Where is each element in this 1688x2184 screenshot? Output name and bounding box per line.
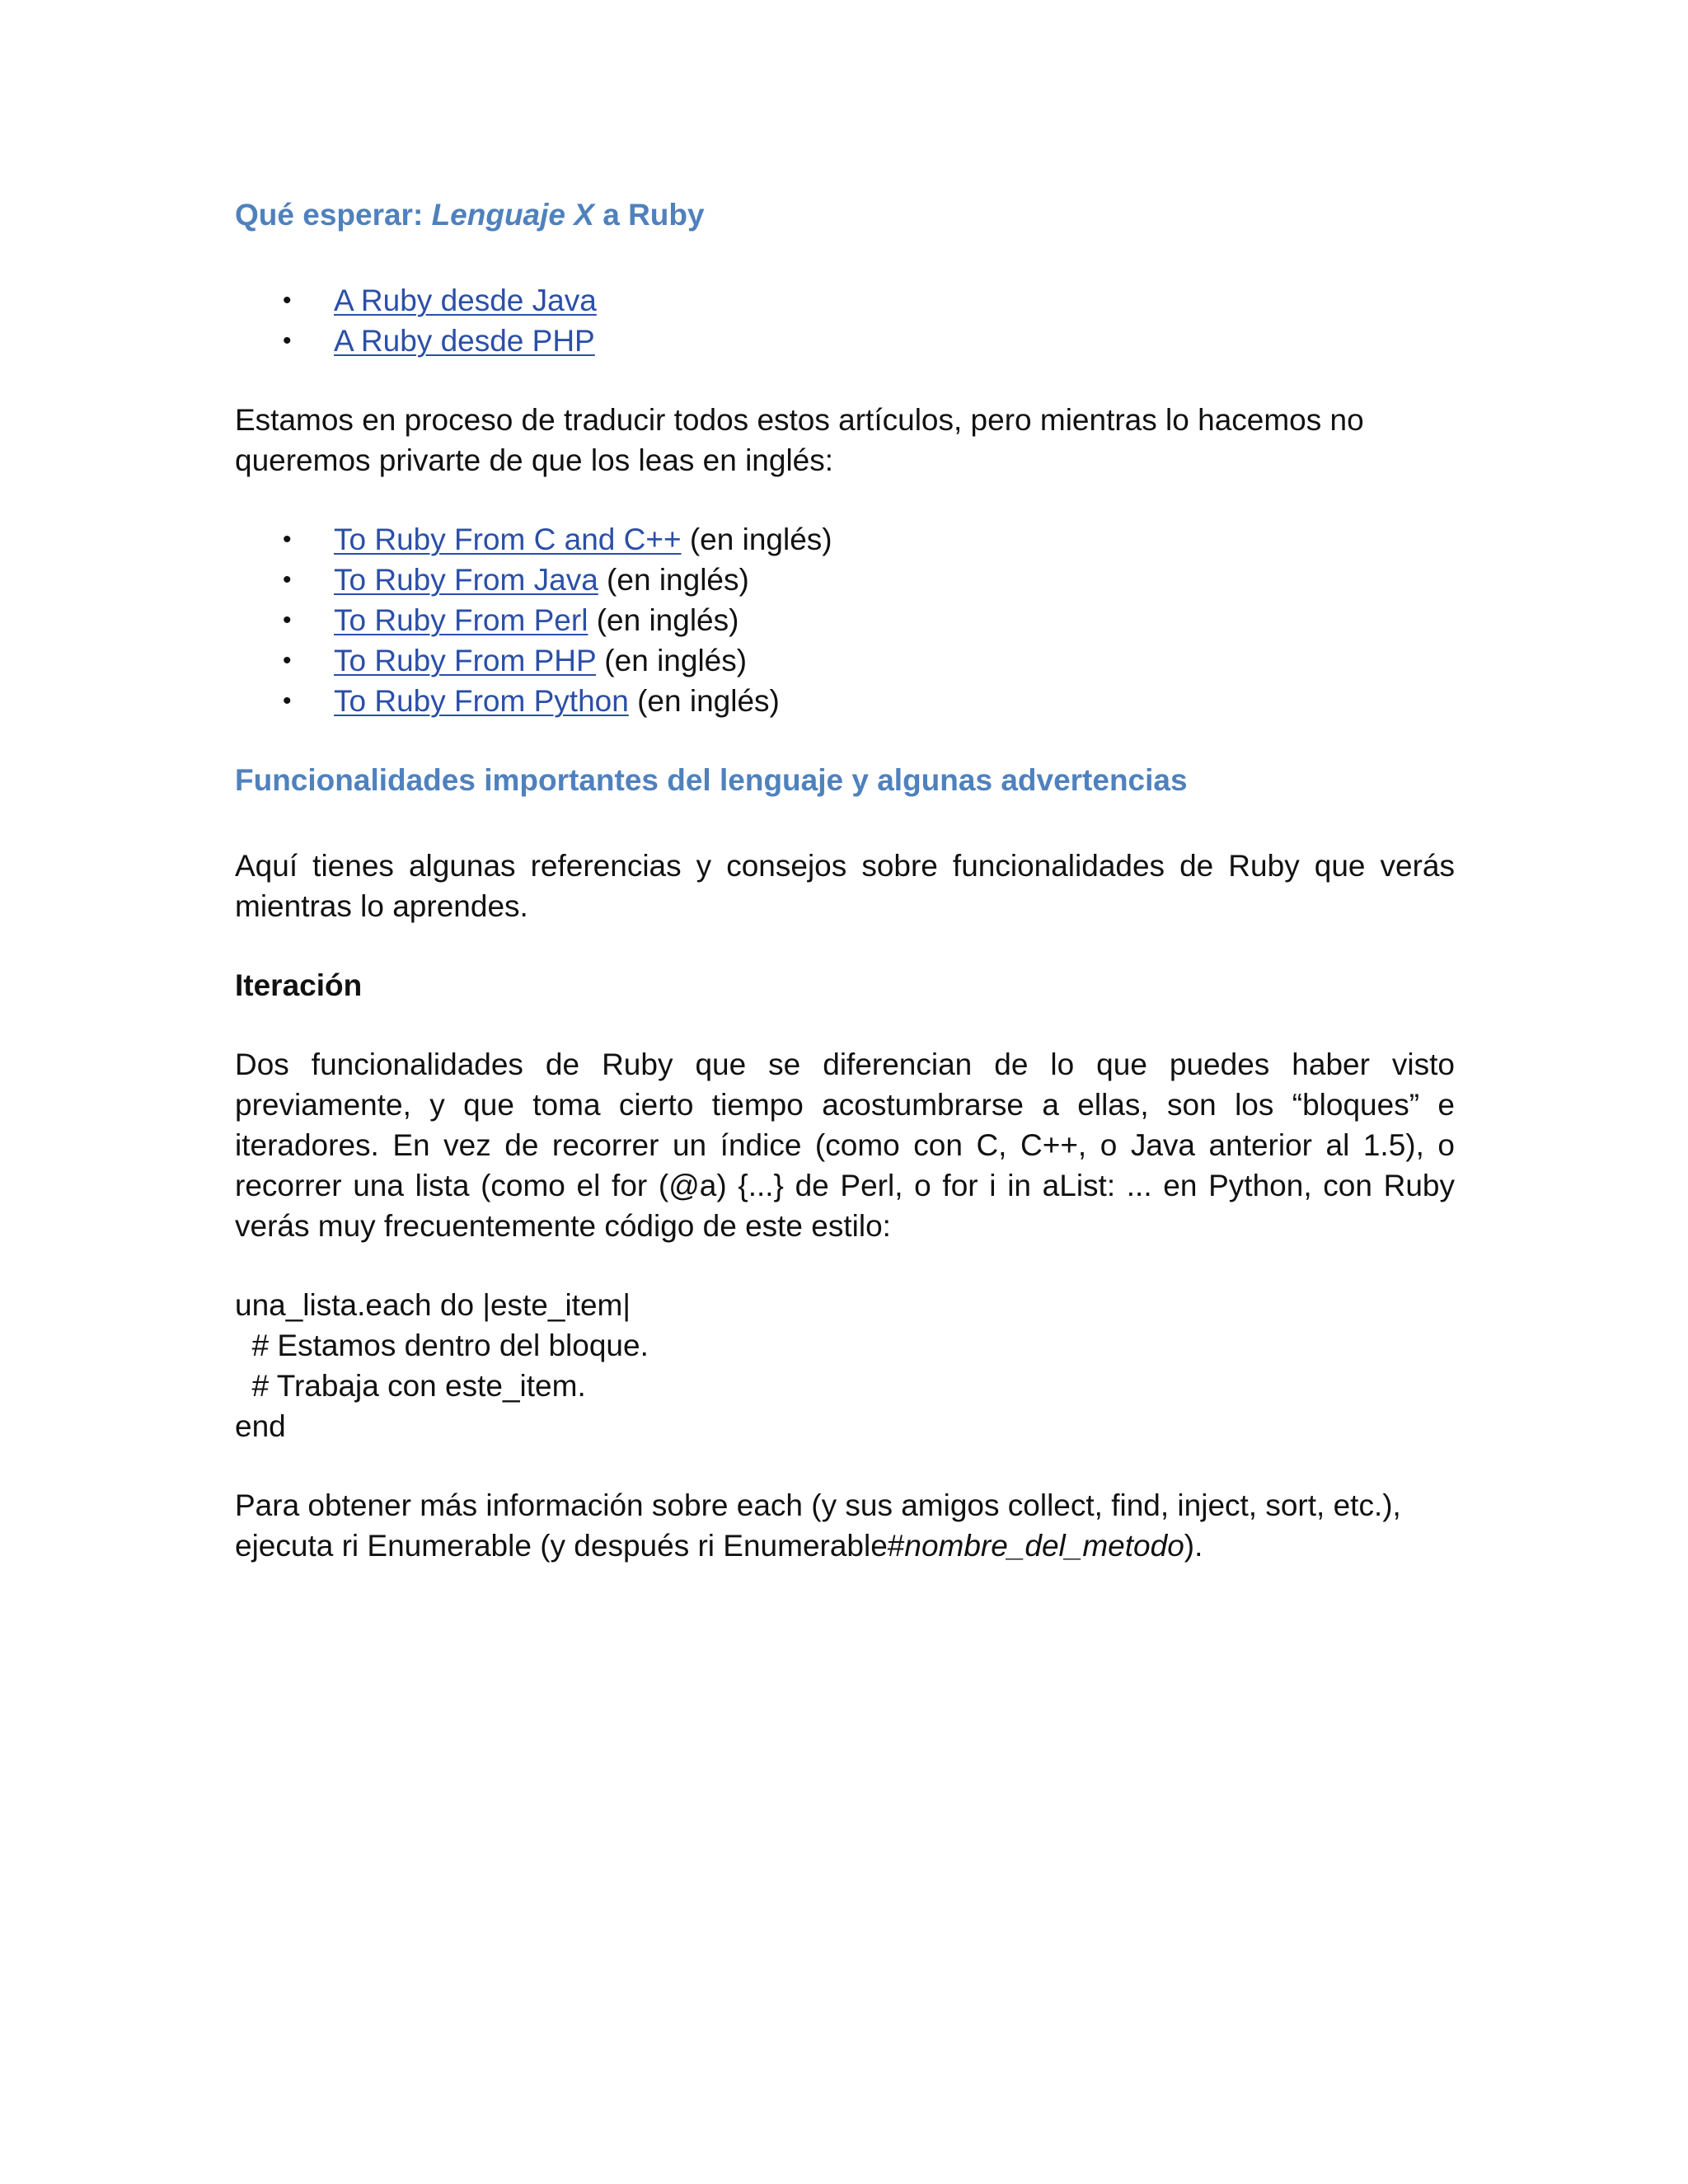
list-item: • To Ruby From C and C++ (en inglés) — [235, 519, 1455, 560]
list-item — [235, 280, 1455, 321]
translation-note: Estamos en proceso de traducir todos estos artículos, pero mientras lo hacemos no queremos privarte de que los leas en inglés: — [235, 403, 1364, 477]
list-item: • To Ruby From Perl (en inglés) — [235, 600, 1455, 640]
code-line: # Estamos dentro del bloque. — [235, 1329, 649, 1362]
code-line: # Trabaja con este_item. — [235, 1369, 586, 1403]
features-intro: Aquí tienes algunas referencias y consejos sobre funcionalidades de Ruby que verás mientras lo aprendes. — [235, 849, 1455, 923]
iteration-paragraph: Dos funcionalidades de Ruby que se diferencian de lo que puedes haber visto previamente, y que toma cierto tiempo acostumbrarse a ellas, son los “bloques” e iteradores. En vez de recorrer un índice (como con C, C++, o Java anterior al 1.5), o recorrer una lista (como el for (@a) {...} de Perl, o for i in aList: ... en Python, con Ruby verás muy frecuentemente código de este estilo: — [235, 1047, 1455, 1243]
bullet-icon: • — [283, 647, 292, 674]
link-ruby-from-java[interactable]: To Ruby From Java — [334, 563, 598, 597]
english-link-list — [235, 519, 1455, 721]
bullet-icon: • — [283, 607, 292, 634]
iteration-title: Iteración — [235, 968, 363, 1002]
list-item: • To Ruby From PHP (en inglés) — [235, 640, 1455, 681]
code-example — [235, 1285, 1455, 1446]
link-ruby-desde-java[interactable]: A Ruby desde Java — [334, 284, 597, 317]
code-line: end — [235, 1409, 286, 1443]
list-item — [235, 321, 1455, 361]
bullet-icon: • — [283, 287, 292, 314]
bullet-icon: • — [283, 687, 292, 715]
bullet-icon: • — [283, 566, 292, 593]
bullet-icon: • — [283, 327, 292, 354]
link-ruby-from-python[interactable]: To Ruby From Python — [334, 684, 629, 718]
link-ruby-from-perl[interactable]: To Ruby From Perl — [334, 603, 588, 637]
document-page — [235, 194, 1455, 1566]
code-line: una_lista.each do |este_item| — [235, 1288, 631, 1322]
link-ruby-from-php[interactable]: To Ruby From PHP — [334, 644, 597, 677]
features-title: Funcionalidades importantes del lenguaje y algunas advertencias — [235, 763, 1188, 797]
closing-paragraph: Para obtener más información sobre each (y sus amigos collect, find, inject, sort, etc.), ejecuta ri Enumerable (y después ri Enumerable#nombre_del_metodo). — [235, 1488, 1401, 1563]
list-item: • To Ruby From Python (en inglés) — [235, 681, 1455, 721]
link-ruby-from-c[interactable]: To Ruby From C and C++ — [334, 523, 682, 556]
link-ruby-desde-php[interactable]: A Ruby desde PHP — [334, 324, 595, 358]
list-item: • To Ruby From Java (en inglés) — [235, 560, 1455, 600]
expect-link-list — [235, 280, 1455, 361]
section-expect-title: Qué esperar: Lenguaje X a Ruby — [235, 198, 705, 232]
bullet-icon: • — [283, 526, 292, 553]
